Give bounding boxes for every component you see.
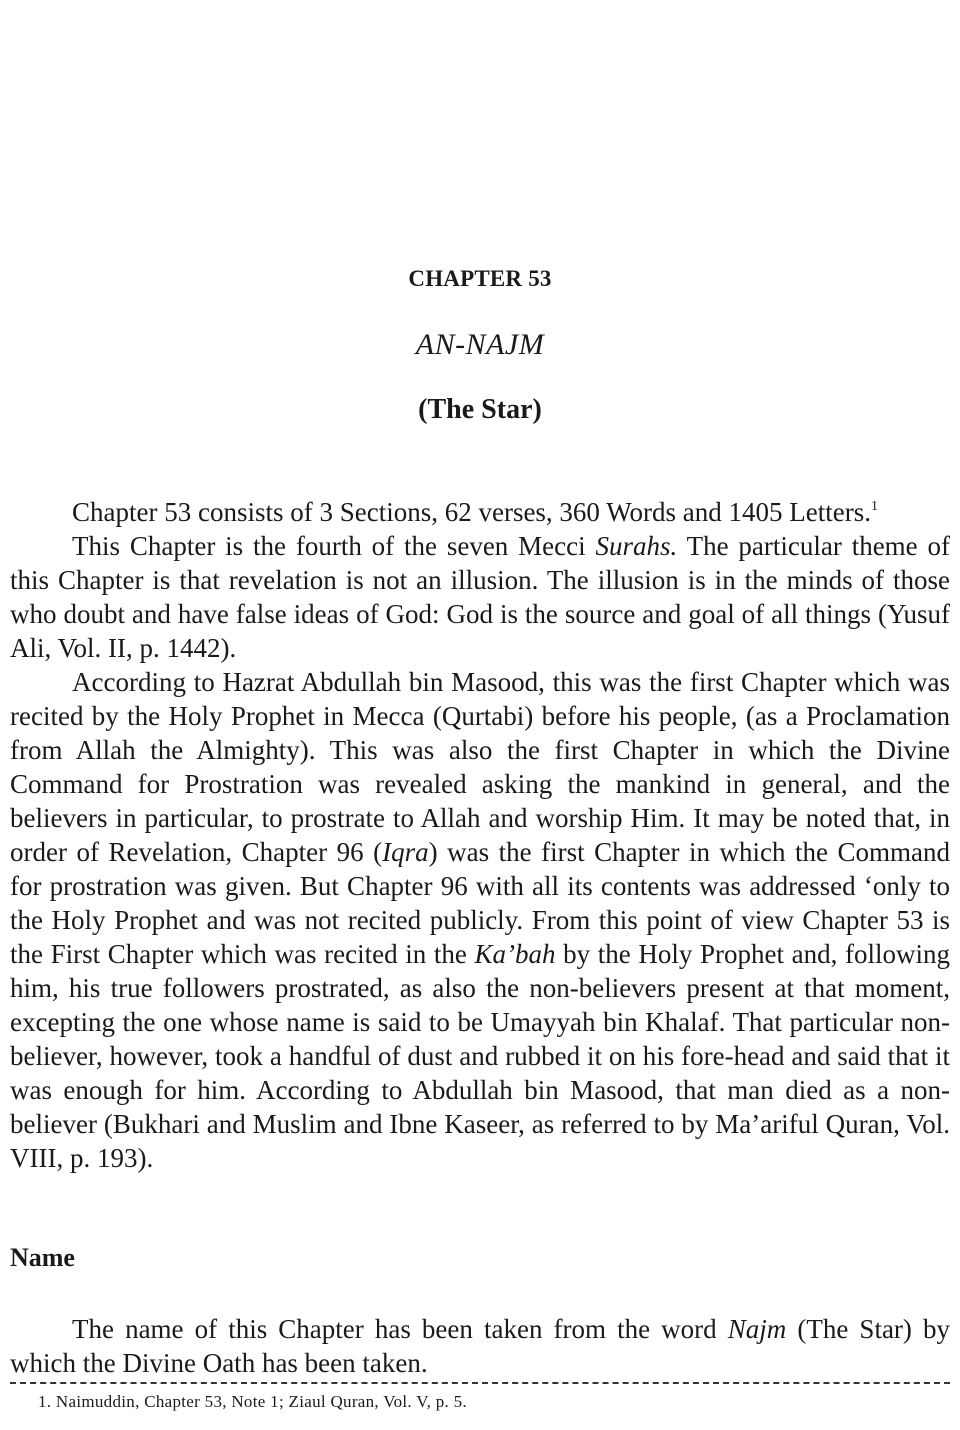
- paragraph-name-text-a: The name of this Chapter has been taken from the word: [72, 1314, 728, 1344]
- chapter-body: [10, 495, 950, 1175]
- paragraph-history-text-e: by the Holy Prophet and, following him, his true followers prostrated, as also the non-believers present at that moment, excepting the one whose name is said to be Umayyah bin Khalaf. That particular non-believer, however, took a handful of dust and rubbed it on his fore-head and said that it was enough for him. According to Abdullah bin Masood, that man died as a non-believer (Bukhari and Muslim and Ibne Kaseer, as referred to by Ma’ariful Quran, Vol. VIII, p. 193).: [10, 939, 950, 1173]
- paragraph-name-italic: Najm: [727, 1314, 787, 1344]
- paragraph-history: [10, 665, 950, 1175]
- paragraph-theme: [10, 529, 950, 665]
- paragraph-intro: [10, 495, 950, 529]
- paragraph-history-text-a: According to Hazrat Abdullah bin Masood, this was the first Chapter which was recited by the Holy Prophet in Mecca (Qurtabi) before his people, (as a Proclamation from Allah the Almighty). This was also the first Chapter in which the Divine Command for Prostration was revealed asking the mankind in general, and the believers in particular, to prostrate to Allah and worship Him. It may be noted that, in order of Revelation, Chapter 96 (: [10, 667, 950, 867]
- name-section-body: [10, 1312, 950, 1380]
- footnote: 1. Naimuddin, Chapter 53, Note 1; Ziaul Quran, Vol. V, p. 5.: [38, 1392, 467, 1411]
- paragraph-history-italic-iqra: Iqra: [382, 837, 429, 867]
- paragraph-history-text-c: ) was the first Chapter in which the Command for prostration was given. But Chapter 96 with all its contents was addressed ‘only to the Holy Prophet and was not recited publicly. From this point of view Chapter 53 is the First Chapter which was recited in the: [10, 837, 950, 969]
- paragraph-theme-italic: Surahs.: [595, 531, 678, 561]
- chapter-number: CHAPTER 53: [408, 266, 552, 291]
- paragraph-name-text-c: (The Star) by which the Divine Oath has been taken.: [10, 1314, 950, 1378]
- footnote-reference: 1: [870, 499, 878, 514]
- chapter-subtitle: (The Star): [418, 394, 542, 425]
- chapter-title: AN-NAJM: [415, 328, 545, 361]
- paragraph-name: [10, 1312, 950, 1380]
- paragraph-theme-text-c: The particular theme of this Chapter is that revelation is not an illusion. The illusion is in the minds of those who doubt and have false ideas of God: God is the source and goal of all things (Yusuf Ali, Vol. II, p. 1442).: [10, 531, 950, 663]
- paragraph-theme-text-a: This Chapter is the fourth of the seven Mecci: [72, 531, 596, 561]
- paragraph-intro-text: Chapter 53 consists of 3 Sections, 62 verses, 360 Words and 1405 Letters.: [72, 497, 871, 527]
- footnote-divider: [10, 1382, 950, 1384]
- paragraph-history-italic-kabah: Ka’bah: [474, 939, 556, 969]
- section-heading-name: Name: [10, 1243, 75, 1272]
